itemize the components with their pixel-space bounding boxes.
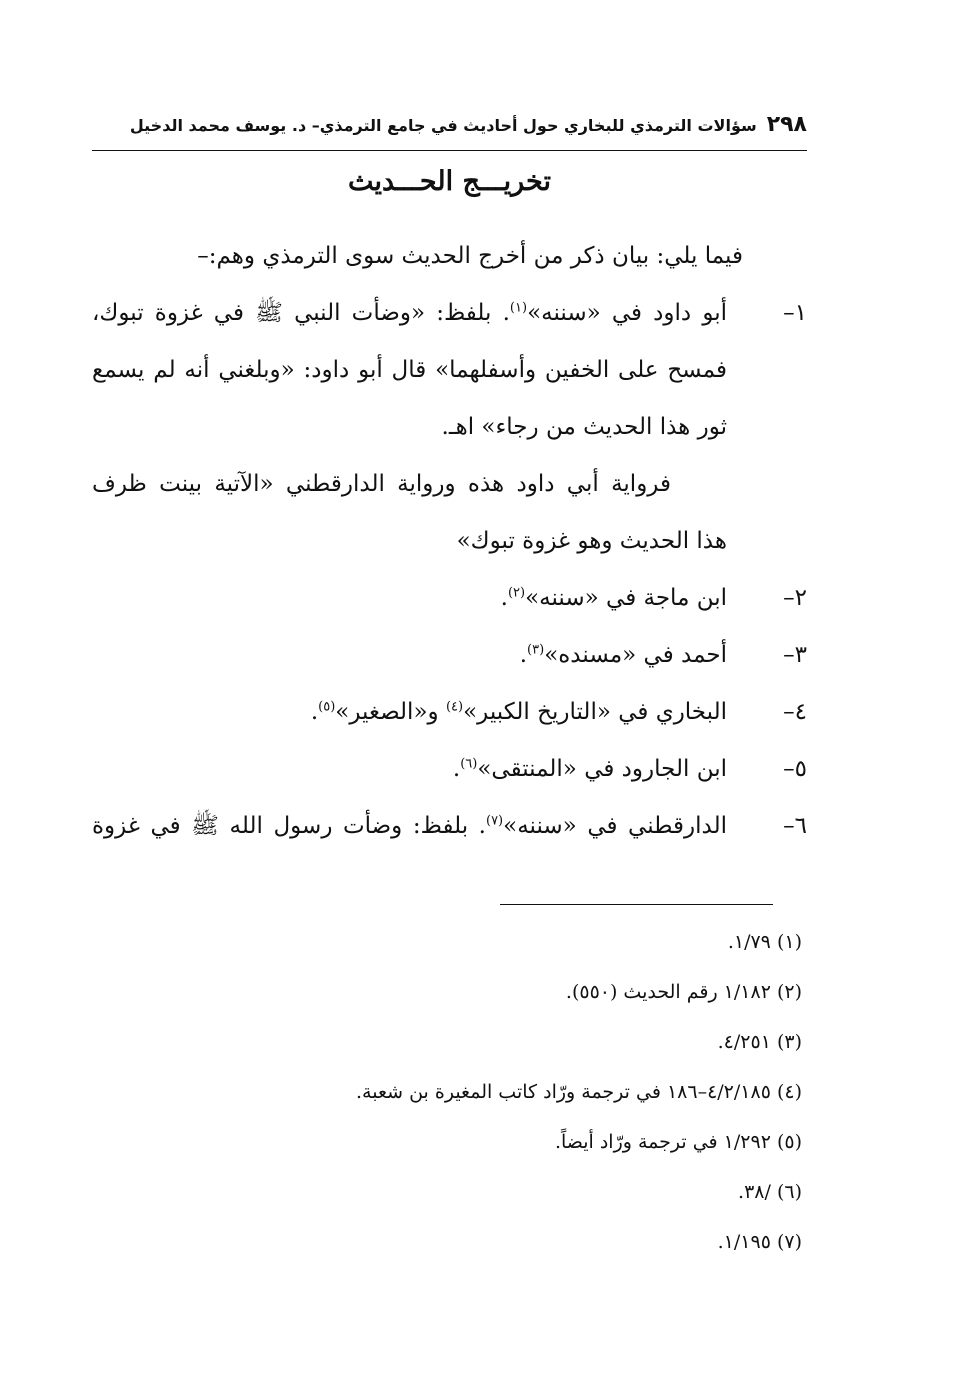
footnote-7: (٧) ١/١٩٥. bbox=[717, 1231, 802, 1253]
item-3-line bbox=[520, 635, 727, 675]
item-1-text: أبو داود في «سننه» bbox=[527, 300, 727, 326]
item-3-text: أحمد في «مسنده» bbox=[544, 642, 727, 668]
item-1-line-3: ثور هذا الحديث من رجاء» اهـ. bbox=[441, 414, 727, 440]
item-6-line bbox=[92, 806, 727, 846]
footnote-ref: (٦) bbox=[460, 756, 478, 772]
item-1-line-2: فمسح على الخفين وأسفلهما» قال أبو داود: «وبلغني أنه لم يسمع bbox=[92, 357, 727, 383]
item-4-mid: و«الصغير» bbox=[335, 699, 446, 725]
item-1-text-cont: . بلفظ: «وضأت النبي ﷺ في غزوة تبوك، bbox=[92, 300, 510, 326]
footnote-6: (٦) /٣٨. bbox=[738, 1181, 802, 1203]
item-1-line-1 bbox=[92, 293, 727, 333]
item-4-line bbox=[311, 692, 727, 732]
item-2-text: ابن ماجة في «سننه» bbox=[525, 585, 727, 611]
item-4-end: . bbox=[310, 699, 319, 725]
item-4-text: البخاري في «التاريخ الكبير» bbox=[463, 699, 727, 725]
item-number: ٤– bbox=[783, 699, 807, 725]
footnote-3: (٣) ٤/٢٥١. bbox=[717, 1031, 802, 1053]
item-5-line bbox=[453, 749, 727, 789]
section-title: تخريـــج الحـــديث bbox=[347, 166, 551, 197]
footnote-ref: (٤) bbox=[445, 699, 464, 715]
page-number: ٢٩٨ bbox=[766, 112, 807, 137]
footnote-4: (٤) ٤/٢/١٨٥–١٨٦ في ترجمة ورّاد كاتب المغيرة بن شعبة. bbox=[356, 1081, 802, 1103]
footnote-ref: (١) bbox=[509, 300, 528, 316]
item-number: ٢– bbox=[783, 585, 807, 611]
item-number: ٣– bbox=[783, 642, 807, 668]
running-title: سؤالات الترمذي للبخاري حول أحاديث في جامع الترمذي– د. يوسف محمد الدخيل bbox=[129, 116, 757, 135]
item-number: ٥– bbox=[783, 756, 807, 782]
footnote-5: (٥) ١/٢٩٢ في ترجمة ورّاد أيضاً. bbox=[554, 1131, 802, 1153]
footnote-1: (١) ١/٧٩. bbox=[727, 931, 802, 953]
header-rule bbox=[92, 150, 807, 151]
footnote-2: (٢) ١/١٨٢ رقم الحديث (٥٥٠). bbox=[565, 981, 802, 1003]
item-number: ٦– bbox=[783, 813, 807, 839]
item-5-text: ابن الجارود في «المنتقى» bbox=[477, 756, 727, 782]
footnote-ref: (٥) bbox=[318, 699, 336, 715]
item-6-text: الدارقطني في «سننه» bbox=[503, 813, 728, 839]
item-2-end: . bbox=[500, 585, 508, 611]
intro-line: فيما يلي: بيان ذكر من أخرج الحديث سوى الترمذي وهم:– bbox=[197, 243, 743, 269]
running-header bbox=[92, 112, 807, 150]
paragraph-line-2: هذا الحديث وهو غزوة تبوك» bbox=[456, 528, 727, 554]
paragraph-line-1: فرواية أبي داود هذه ورواية الدارقطني «الآتية بينت ظرف bbox=[92, 471, 671, 497]
footnote-rule bbox=[500, 904, 773, 905]
footnote-ref: (٣) bbox=[527, 642, 545, 658]
item-3-end: . bbox=[519, 642, 528, 668]
item-number: ١– bbox=[783, 300, 807, 326]
footnote-ref: (٧) bbox=[485, 813, 504, 829]
item-2-line bbox=[501, 578, 727, 618]
item-6-end: . بلفظ: وضأت رسول الله ﷺ في غزوة bbox=[92, 813, 486, 839]
item-5-end: . bbox=[452, 756, 461, 782]
footnote-ref: (٢) bbox=[507, 585, 526, 601]
